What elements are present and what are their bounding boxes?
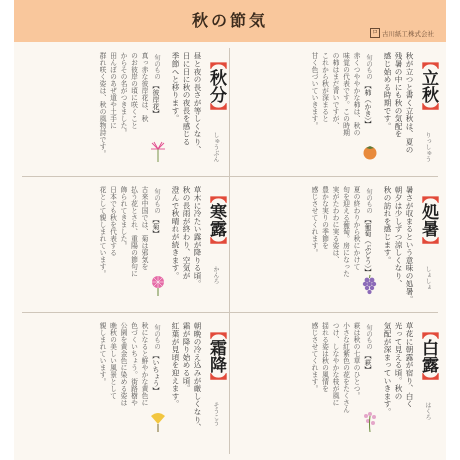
season-body-line: 日本でも秋を代表する [108, 186, 117, 256]
ginkgo-icon [149, 410, 167, 432]
season-body-line: 色づくいちょう。街路樹や [129, 322, 138, 406]
term-description-line: 暑さが収まるという意味の処暑。 [405, 186, 414, 303]
persimmon-icon [361, 140, 379, 162]
season-body-line: 秋になると鮮やかな黄色に [140, 322, 148, 406]
season-body-line: 群れ咲く姿は、秋の風物詩です。 [98, 52, 106, 157]
season-body-line: 甘く色づいていきます。 [310, 52, 318, 129]
higanbana-icon [149, 140, 167, 162]
brand-label [370, 28, 434, 38]
chrysanthemum-icon [149, 274, 167, 296]
term-description-line: 秋の訪れを感じます。 [383, 186, 392, 264]
term-description-line: 朝夕は少しずつ涼しくなり、 [394, 186, 403, 288]
season-body-line: 旬を迎える葡萄。房になった [341, 186, 350, 277]
season-item: 【葡萄（ぶどう）】 [364, 216, 372, 276]
season-item: 【柿（かき）】 [364, 82, 372, 128]
term-reading: はくろ [424, 402, 431, 420]
season-label: 旬のもの [365, 54, 372, 80]
season-item: 【萩】 [364, 352, 372, 373]
season-body-line: つけ、しなやかな枝が風に [331, 322, 339, 406]
season-body-line: 飾られてきました。 [119, 186, 127, 249]
season-body-line: 夏の終わりから秋にかけて [352, 186, 360, 270]
divider-row-2 [22, 312, 438, 313]
term-description-line: 草木に冷たい露が降りる頃。 [193, 186, 202, 288]
season-label: 旬のもの [153, 324, 160, 350]
term-title: 【白露】 [418, 322, 438, 390]
term-title: 【立秋】 [418, 52, 438, 120]
term-description-line: 紅葉が見頃を迎えます。 [171, 322, 180, 408]
term-title: 【寒露】 [206, 186, 226, 254]
season-body-line: のお彼岸の頃に咲くこと [129, 52, 138, 129]
season-body-line: の柿はまだ青いですが、 [331, 52, 339, 129]
season-body-line: 萩は秋の七草のひとつ。 [352, 322, 360, 399]
brand-mark-icon: ロ [371, 29, 378, 36]
term-description-line: 日に日に秋の夜長を感じる [182, 52, 191, 146]
season-body-line: 豊かな実りの季節を [320, 186, 329, 249]
panel-risshu [234, 48, 440, 178]
term-description-line: 草花に朝露が宿り、白く [405, 322, 414, 408]
divider-center [229, 48, 230, 454]
season-body-line: 古来中国では、菊は邪気を [140, 186, 148, 270]
hakuro-icon [361, 410, 379, 432]
season-body-line: 実がたわわに実る姿は、 [331, 186, 339, 263]
season-body-line: 払う花とされ、重陽の節句に [129, 186, 138, 277]
season-body-line: 花として親しまれています。 [98, 186, 106, 277]
season-body-line: 感じさせてくれます。 [310, 186, 318, 256]
season-body-line: 赤くつややかな柿は、秋の [352, 52, 360, 136]
season-body-line: 味覚の代表です。この時期 [341, 52, 350, 136]
panel-kanro [22, 182, 228, 312]
term-reading: そうこう [212, 402, 219, 426]
term-description-line: 霜が降り始める頃。 [182, 322, 191, 393]
season-label: 旬のもの [365, 188, 372, 214]
season-body-line: 晩秋の美しい風景として [108, 322, 117, 399]
term-reading: かんろ [212, 266, 219, 284]
panel-shubun [22, 48, 228, 178]
grape-icon [361, 274, 379, 296]
season-body-line: 揺れる姿は秋の風情を [320, 322, 329, 392]
season-body-line: これから秋が深まると [320, 52, 329, 122]
season-item: 【彼岸花】 [152, 82, 160, 117]
term-title: 【霜降】 [206, 322, 226, 390]
term-title: 【処暑】 [418, 186, 438, 254]
season-body-line: 公園を黄金色に染める姿は [119, 322, 127, 406]
season-body-line: 小さな紅紫色の花をたくさん [341, 322, 350, 413]
term-description-line: 残暑の中にも秋の気配を [394, 52, 403, 138]
term-description-line: 光って見える頃。秋の [394, 322, 403, 400]
term-reading: しょしょ [424, 266, 431, 290]
season-label: 旬のもの [153, 188, 160, 214]
season-item: 【菊】 [152, 216, 160, 237]
term-description-line: 感じ始める時期です。 [383, 52, 392, 130]
season-body-line: 親しまれています。 [98, 322, 106, 385]
season-body-line: 感じさせてくれます。 [310, 322, 318, 392]
term-description-line: 秋の長雨が終わり、空気が [182, 186, 191, 280]
term-description-line: 澄んで秋晴れが続きます。 [171, 186, 180, 280]
panel-shosho [234, 182, 440, 312]
season-label: 旬のもの [365, 324, 372, 350]
season-item: 【いちょう】 [152, 352, 160, 394]
panel-hakuro [234, 318, 440, 448]
term-reading: りっしゅう [424, 132, 431, 162]
term-description-line: 秋が立つと書く立秋は、夏の [405, 52, 414, 154]
season-label: 旬のもの [153, 54, 160, 80]
term-description-line: 季節へと移ります。 [171, 52, 180, 123]
term-description-line: 朝晩の冷え込みが厳しくなり、 [193, 322, 202, 432]
header-band [14, 0, 446, 42]
term-title: 【秋分】 [206, 52, 226, 120]
panel-soko [22, 318, 228, 448]
term-reading: しゅうぶん [212, 132, 219, 162]
season-body-line: 真っ赤な彼岸花は、秋 [140, 52, 148, 122]
term-description-line: 気配が深まっていきます。 [383, 322, 392, 416]
season-body-line: からその名がつきました。 [119, 52, 127, 136]
brand-name: 古川紙工株式会社 [382, 29, 434, 38]
term-description-line: 昼と夜の長さが等しくなり、 [193, 52, 202, 154]
season-body-line: 田んぼのあぜ道や土手に [108, 52, 117, 129]
page-title: 秋の節気 [191, 11, 268, 30]
